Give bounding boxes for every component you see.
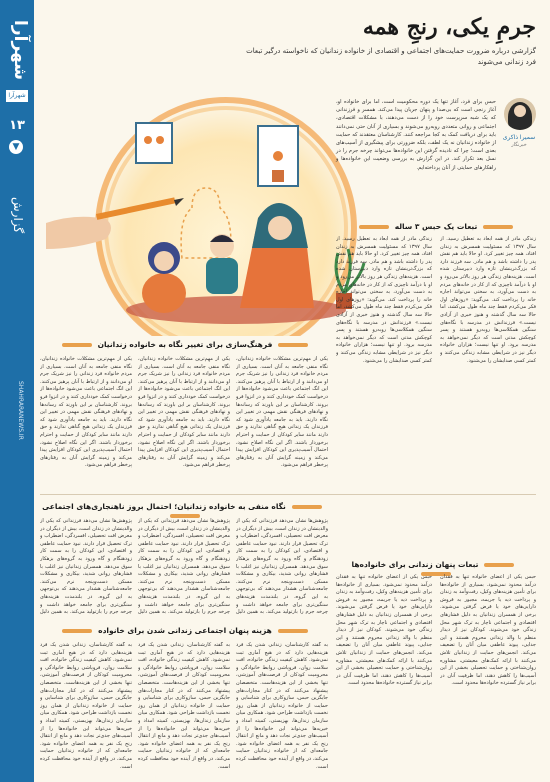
subhead-section-4: تبعات پنهان زندانی برای خانواده‌ها	[336, 560, 536, 578]
newspaper-logo-sub: شهرآرا نیوز	[6, 90, 28, 102]
column-section-3b	[138, 518, 230, 616]
column-section-5c	[236, 642, 328, 770]
chevron-down-icon: ▼	[9, 140, 23, 154]
paragraph: پژوهش‌ها نشان می‌دهد فرزندانی که یکی از والدینشان در زندان است، بیش از دیگران در معرض افت تحصیلی، افسردگی، اضطراب و ترک تحصیل قرار دارند. نبود حمایت عاطفی و اقتصادی، این کودکان را به سمت کار زودهنگام و گاه ورود به گروه‌های بزهکار سوق می‌دهد. همسران زندانیان نیز اغلب با فشارهای روانی شدید، بیکاری و مشکلات مسکن دست‌وپنجه نرم می‌کنند. جامعه‌شناسان هشدار می‌دهند که بی‌توجهی به این گروه، در بلندمدت هزینه‌های سنگین‌تری برای جامعه خواهد داشت و چرخه جرم را بازتولید می‌کند. به همین دلیل	[138, 518, 230, 616]
paragraph: یکی از مهم‌ترین مشکلات خانواده زندانیان، نگاه منفی جامعه به آنان است. بسیاری از مردم خانواده فرد زندانی را نیز شریک جرم او می‌دانند و از ارتباط با آنان پرهیز می‌کنند. این انگ اجتماعی باعث می‌شود خانواده‌ها از درخواست کمک خودداری کنند و در انزوا فرو بروند. کارشناسان بر این باورند که رسانه‌ها و نهادهای فرهنگی نقش مهمی در تغییر این نگاه دارند. باید به جامعه یادآوری شود که فرزندان یک زندانی هیچ گناهی ندارند و حق دارند مانند سایر کودکان از حمایت و احترام برخوردار باشند. اگر این نگاه اصلاح نشود، احتمال آسیب‌پذیری این کودکان افزایش پیدا می‌کند و زمینه گرایش آنان به رفتارهای پرخطر فراهم می‌شود.	[40, 356, 132, 469]
paragraph: یکی از مهم‌ترین مشکلات خانواده زندانیان، نگاه منفی جامعه به آنان است. بسیاری از مردم خانواده فرد زندانی را نیز شریک جرم او می‌دانند و از ارتباط با آنان پرهیز می‌کنند. این انگ اجتماعی باعث می‌شود خانواده‌ها از درخواست کمک خودداری کنند و در انزوا فرو بروند. کارشناسان بر این باورند که رسانه‌ها و نهادهای فرهنگی نقش مهمی در تغییر این نگاه دارند. باید به جامعه یادآوری شود که فرزندان یک زندانی هیچ گناهی ندارند و حق دارند مانند سایر کودکان از حمایت و احترام برخوردار باشند. اگر این نگاه اصلاح نشود، احتمال آسیب‌پذیری این کودکان افزایش پیدا می‌کند و زمینه گرایش آنان به رفتارهای پرخطر فراهم می‌شود.	[138, 356, 230, 469]
column-section-5	[40, 642, 132, 770]
paragraph: پژوهش‌ها نشان می‌دهد فرزندانی که یکی از والدینشان در زندان است، بیش از دیگران در معرض افت تحصیلی، افسردگی، اضطراب و ترک تحصیل قرار دارند. نبود حمایت عاطفی و اقتصادی، این کودکان را به سمت کار زودهنگام و گاه ورود به گروه‌های بزهکار سوق می‌دهد. همسران زندانیان نیز اغلب با فشارهای روانی شدید، بیکاری و مشکلات مسکن دست‌وپنجه نرم می‌کنند. جامعه‌شناسان هشدار می‌دهند که بی‌توجهی به این گروه، در بلندمدت هزینه‌های سنگین‌تری برای جامعه خواهد داشت و چرخه جرم را بازتولید می‌کند. به همین دلیل	[40, 518, 132, 616]
author-name: سمیرا ذاکری	[502, 134, 536, 141]
subhead-section-2: فرهنگ‌سازی برای تغییر نگاه به خانواده زندانیان	[40, 340, 330, 349]
website-url[interactable]: SHAHRARANEWS.IR	[17, 381, 24, 440]
paragraph: به گفته کارشناسان، زندانی شدن یک فرد هزینه‌هایی دارد که در هیچ آماری ثبت نمی‌شود. کاهش کیفیت زندگی خانواده، افت سلامت روان، فروپاشی روابط خانوادگی و محرومیت کودکان از فرصت‌های آموزشی، تنها بخشی از این هزینه‌هاست. متخصصان پیشنهاد می‌کنند که در کنار مجازات‌های جایگزین حبس، سازوکاری برای شناسایی و حمایت از خانواده زندانیان از همان روز نخست بازداشت طراحی شود. همکاری میان سازمان زندان‌ها، بهزیستی، کمیته امداد و خیریه‌ها می‌تواند این خانواده‌ها را از آسیب‌های جدی‌تر نجات دهد و مانع از انتقال رنج یک نفر به همه اعضای خانواده شود. جامعه‌ای که از خانواده زندانیان حمایت می‌کند، در واقع از آینده خود محافظت کرده است.	[236, 642, 328, 770]
family-illustration	[36, 78, 376, 336]
divider	[40, 494, 536, 495]
column-section-1-cont	[336, 236, 432, 486]
paragraph: به گفته کارشناسان، زندانی شدن یک فرد هزینه‌هایی دارد که در هیچ آماری ثبت نمی‌شود. کاهش کیفیت زندگی خانواده، افت سلامت روان، فروپاشی روابط خانوادگی و محرومیت کودکان از فرصت‌های آموزشی، تنها بخشی از این هزینه‌هاست. متخصصان پیشنهاد می‌کنند که در کنار مجازات‌های جایگزین حبس، سازوکاری برای شناسایی و حمایت از خانواده زندانیان از همان روز نخست بازداشت طراحی شود. همکاری میان سازمان زندان‌ها، بهزیستی، کمیته امداد و خیریه‌ها می‌تواند این خانواده‌ها را از آسیب‌های جدی‌تر نجات دهد و مانع از انتقال رنج یک نفر به همه اعضای خانواده شود. جامعه‌ای که از خانواده زندانیان حمایت می‌کند، در واقع از آینده خود محافظت کرده است.	[138, 642, 230, 770]
column-section-5b	[138, 642, 230, 770]
paragraph: حبس یکی از اعضای خانواده تنها به فقدان درآمد محدود نمی‌شود. بسیاری از خانواده‌ها برای تأمین هزینه‌های وکیل، رفت‌وآمد به زندان و پرداخت دیه یا جریمه، مجبور به فروش دارایی‌های خود یا قرض گرفتن می‌شوند. برخی از همسران زندانیان به دلیل فشارهای اقتصادی و اجتماعی ناچار به ترک شهر محل زندگی خود می‌شوند. کودکان نیز از دیدار منظم با والد زندانی محروم هستند و این جدایی، پیوند عاطفی میان آنان را تضعیف می‌کند. انجمن‌های حمایت از زندانیان تلاش می‌کنند با ارائه کمک‌های معیشتی، مشاوره روان‌شناختی و حمایت تحصیلی بخشی از این آسیب‌ها را کاهش دهند، اما ظرفیت آنان در برابر نیاز گسترده خانواده‌ها محدود است.	[336, 574, 432, 687]
column-section-3c	[236, 518, 328, 616]
section-label: گزارش	[11, 196, 25, 234]
page-title: جرمِ یکی، رنجِ همه	[362, 14, 536, 40]
paragraph: زندگی مادر از همه ابعاد به تعطیل رسید. از سال ۱۳۹۷ که مسئولیت همسرش به زندان افتاد، همه چیز تغییر کرد. او حالا باید هم نقش پدر را داشته باشد و هم مادر. سه فرزند دارد که بزرگ‌ترینشان تازه وارد دبیرستان شده است. هزینه‌های زندگی هر روز بالاتر می‌رود و او با درآمد ناچیزی که از کار در خانه‌های مردم به دست می‌آورد، به سختی می‌تواند اجاره خانه را پرداخت کند. می‌گوید: «روزهای اول فکر می‌کردم فقط چند ماه طول می‌کشد، اما حالا سه سال گذشته و هنوز خبری از آزادی نیست.» فرزندانش در مدرسه با نگاه‌های سنگین همکلاسی‌ها روبه‌رو هستند و پسر کوچکش مدتی است که دیگر نمی‌خواهد به مدرسه برود. او تنها نیست؛ هزاران خانواده دیگر نیز در شرایطی مشابه زندگی می‌کنند و کمتر کسی صدایشان را می‌شنود.	[336, 236, 432, 364]
paragraph: یکی از مهم‌ترین مشکلات خانواده زندانیان، نگاه منفی جامعه به آنان است. بسیاری از مردم خانواده فرد زندانی را نیز شریک جرم او می‌دانند و از ارتباط با آنان پرهیز می‌کنند. این انگ اجتماعی باعث می‌شود خانواده‌ها از درخواست کمک خودداری کنند و در انزوا فرو بروند. کارشناسان بر این باورند که رسانه‌ها و نهادهای فرهنگی نقش مهمی در تغییر این نگاه دارند. باید به جامعه یادآوری شود که فرزندان یک زندانی هیچ گناهی ندارند و حق دارند مانند سایر کودکان از حمایت و احترام برخوردار باشند. اگر این نگاه اصلاح نشود، احتمال آسیب‌پذیری این کودکان افزایش پیدا می‌کند و زمینه گرایش آنان به رفتارهای پرخطر فراهم می‌شود.	[236, 356, 328, 469]
column-section-4	[440, 574, 536, 770]
column-section-3	[40, 518, 132, 616]
column-section-2	[40, 356, 132, 486]
intro-box	[336, 98, 536, 208]
paragraph: حبس یکی از اعضای خانواده تنها به فقدان درآمد محدود نمی‌شود. بسیاری از خانواده‌ها برای تأمین هزینه‌های وکیل، رفت‌وآمد به زندان و پرداخت دیه یا جریمه، مجبور به فروش دارایی‌های خود یا قرض گرفتن می‌شوند. برخی از همسران زندانیان به دلیل فشارهای اقتصادی و اجتماعی ناچار به ترک شهر محل زندگی خود می‌شوند. کودکان نیز از دیدار منظم با والد زندانی محروم هستند و این جدایی، پیوند عاطفی میان آنان را تضعیف می‌کند. انجمن‌های حمایت از زندانیان تلاش می‌کنند با ارائه کمک‌های معیشتی، مشاوره روان‌شناختی و حمایت تحصیلی بخشی از این آسیب‌ها را کاهش دهند، اما ظرفیت آنان در برابر نیاز گسترده خانواده‌ها محدود است.	[440, 574, 536, 687]
article-lead: گزارشی درباره ضرورت حمایت‌های اجتماعی و اقتصادی از خانواده زندانیان که ناخواسته درگیر تبعات فرد زندانی می‌شوند	[246, 47, 536, 66]
column-section-2c	[236, 356, 328, 486]
intro-paragraph: حبس برای فرد، آغاز تنها یک دوره محکومیت است، اما برای خانواده او، آغاز رنجی است که بی‌صدا و پنهان جریان پیدا می‌کند. همسر و فرزندانی که یک شبه سرپرست خود را از دست می‌دهند، با مشکلات اقتصادی، اجتماعی و روانی متعددی روبه‌رو می‌شوند و بسیاری از آنان حتی نمی‌دانند باید برای دریافت کمک به کجا مراجعه کنند. کارشناسان معتقدند که حمایت از خانواده زندانیان نه یک لطف، بلکه ضرورتی برای پیشگیری از آسیب‌های بعدی است؛ چرا که نادیده گرفتن این خانواده‌ها می‌تواند چرخه جرم را در نسل بعد تکرار کند. در این گزارش به بررسی وضعیت این خانواده‌ها و راهکارهای حمایتی از آنان پرداخته‌ایم.	[336, 99, 496, 171]
paragraph: به گفته کارشناسان، زندانی شدن یک فرد هزینه‌هایی دارد که در هیچ آماری ثبت نمی‌شود. کاهش کیفیت زندگی خانواده، افت سلامت روان، فروپاشی روابط خانوادگی و محرومیت کودکان از فرصت‌های آموزشی، تنها بخشی از این هزینه‌هاست. متخصصان پیشنهاد می‌کنند که در کنار مجازات‌های جایگزین حبس، سازوکاری برای شناسایی و حمایت از خانواده زندانیان از همان روز نخست بازداشت طراحی شود. همکاری میان سازمان زندان‌ها، بهزیستی، کمیته امداد و خیریه‌ها می‌تواند این خانواده‌ها را از آسیب‌های جدی‌تر نجات دهد و مانع از انتقال رنج یک نفر به همه اعضای خانواده شود. جامعه‌ای که از خانواده زندانیان حمایت می‌کند، در واقع از آینده خود محافظت کرده است.	[40, 642, 132, 770]
column-section-2b	[138, 356, 230, 486]
column-section-1	[440, 236, 536, 486]
page-number: ۱۳	[9, 118, 25, 133]
paragraph: زندگی مادر از همه ابعاد به تعطیل رسید. از سال ۱۳۹۷ که مسئولیت همسرش به زندان افتاد، همه چیز تغییر کرد. او حالا باید هم نقش پدر را داشته باشد و هم مادر. سه فرزند دارد که بزرگ‌ترینشان تازه وارد دبیرستان شده است. هزینه‌های زندگی هر روز بالاتر می‌رود و او با درآمد ناچیزی که از کار در خانه‌های مردم به دست می‌آورد، به سختی می‌تواند اجاره خانه را پرداخت کند. می‌گوید: «روزهای اول فکر می‌کردم فقط چند ماه طول می‌کشد، اما حالا سه سال گذشته و هنوز خبری از آزادی نیست.» فرزندانش در مدرسه با نگاه‌های سنگین همکلاسی‌ها روبه‌رو هستند و پسر کوچکش مدتی است که دیگر نمی‌خواهد به مدرسه برود. او تنها نیست؛ هزاران خانواده دیگر نیز در شرایطی مشابه زندگی می‌کنند و کمتر کسی صدایشان را می‌شنود.	[440, 236, 536, 364]
author-role: خبرنگار	[511, 142, 527, 148]
newspaper-logo: شهرآرا	[10, 20, 30, 80]
avatar-face	[514, 105, 526, 117]
subhead-section-1: تبعات یک حبس ۳ ساله	[336, 222, 536, 231]
paragraph: پژوهش‌ها نشان می‌دهد فرزندانی که یکی از والدینشان در زندان است، بیش از دیگران در معرض افت تحصیلی، افسردگی، اضطراب و ترک تحصیل قرار دارند. نبود حمایت عاطفی و اقتصادی، این کودکان را به سمت کار زودهنگام و گاه ورود به گروه‌های بزهکار سوق می‌دهد. همسران زندانیان نیز اغلب با فشارهای روانی شدید، بیکاری و مشکلات مسکن دست‌وپنجه نرم می‌کنند. جامعه‌شناسان هشدار می‌دهند که بی‌توجهی به این گروه، در بلندمدت هزینه‌های سنگین‌تری برای جامعه خواهد داشت و چرخه جرم را بازتولید می‌کند. به همین دلیل	[236, 518, 328, 616]
subhead-section-3: نگاه منفی به خانواده زندانیان؛ احتمال بروز ناهنجاری‌های اجتماعی	[40, 502, 330, 520]
column-section-4b	[336, 574, 432, 770]
avatar	[504, 98, 536, 130]
subhead-section-5: هزینه پنهان اجتماعی زندانی شدن برای خانواده	[40, 626, 330, 635]
